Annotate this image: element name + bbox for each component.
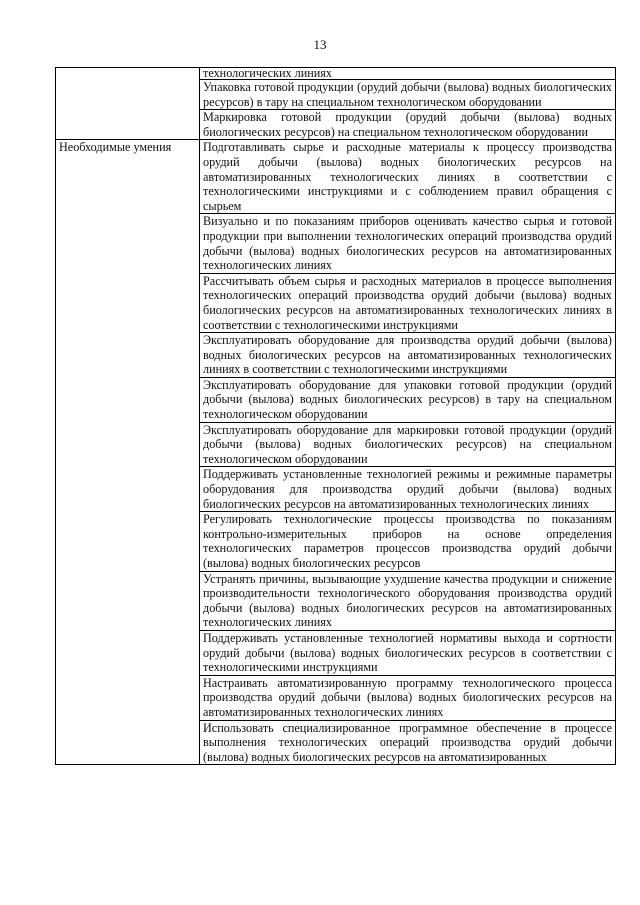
table-cell: Поддерживать установленные технологией режимы и режимные параметры оборудования для производства орудий добычи (вылова) водных биологических ресурсов на автоматизированных технологических линиях bbox=[200, 467, 616, 512]
table-cell: Маркировка готовой продукции (орудий добычи (вылова) водных биологических ресурсов) на специальном технологическом оборудовании bbox=[200, 110, 616, 140]
table-cell: Использовать специализированное программное обеспечение в процессе выполнения технологических операций производства орудий добычи (вылова) водных биологических ресурсов на автоматизированных bbox=[200, 720, 616, 765]
section-label-cell: Необходимые умения bbox=[56, 140, 200, 765]
table-cell: Эксплуатировать оборудование для маркировки готовой продукции (орудий добычи (вылова) водных биологических ресурсов) на специальном технологическом оборудовании bbox=[200, 422, 616, 467]
table-cell: Настраивать автоматизированную программу технологического процесса производства орудий добычи (вылова) водных биологических ресурсов на автоматизированных технологических линиях bbox=[200, 675, 616, 720]
table-cell: Визуально и по показаниям приборов оценивать качество сырья и готовой продукции при выполнении технологических операций производства орудий добычи (вылова) водных биологических ресурсов на автоматизированных технологических линиях bbox=[200, 214, 616, 273]
table-cell: технологических линиях bbox=[200, 68, 616, 80]
table-cell: Эксплуатировать оборудование для упаковки готовой продукции (орудий добычи (вылова) водных биологических ресурсов) в тару на специальном технологическом оборудовании bbox=[200, 377, 616, 422]
table-cell: Устранять причины, вызывающие ухудшение качества продукции и снижение производительности технологического оборудования производства орудий добычи (вылова) водных биологических ресурсов на автоматизированных технологических линиях bbox=[200, 571, 616, 630]
table-cell: Эксплуатировать оборудование для производства орудий добычи (вылова) водных биологических ресурсов на автоматизированных технологических линиях в соответствии с технологическими инструкциями bbox=[200, 333, 616, 378]
table-cell: Рассчитывать объем сырья и расходных материалов в процессе выполнения технологических операций производства орудий добычи (вылова) водных биологических ресурсов на автоматизированных технологических линиях в соответствии с технологическими инструкциями bbox=[200, 273, 616, 332]
empty-label-cell bbox=[56, 68, 200, 140]
table-row bbox=[56, 140, 616, 214]
table-cell: Регулировать технологические процессы производства по показаниям контрольно-измерительных приборов на основе определения технологических параметров процессов производства орудий добычи (вылова) водных биологических ресурсов bbox=[200, 512, 616, 571]
table-row bbox=[56, 68, 616, 80]
competency-table bbox=[55, 67, 616, 765]
table-cell: Поддерживать установленные технологией нормативы выхода и сортности орудий добычи (вылова) водных биологических ресурсов в соответствии с технологическими инструкциями bbox=[200, 630, 616, 675]
table-cell: Упаковка готовой продукции (орудий добычи (вылова) водных биологических ресурсов) в тару на специальном технологическом оборудовании bbox=[200, 80, 616, 110]
page-number: 13 bbox=[313, 37, 327, 52]
table-cell: Подготавливать сырье и расходные материалы к процессу производства орудий добычи (вылова) водных биологических ресурсов на автоматизированных технологических линиях в соответствии с технологическими инструкциями и с соблюдением правил обращения с сырьем bbox=[200, 140, 616, 214]
